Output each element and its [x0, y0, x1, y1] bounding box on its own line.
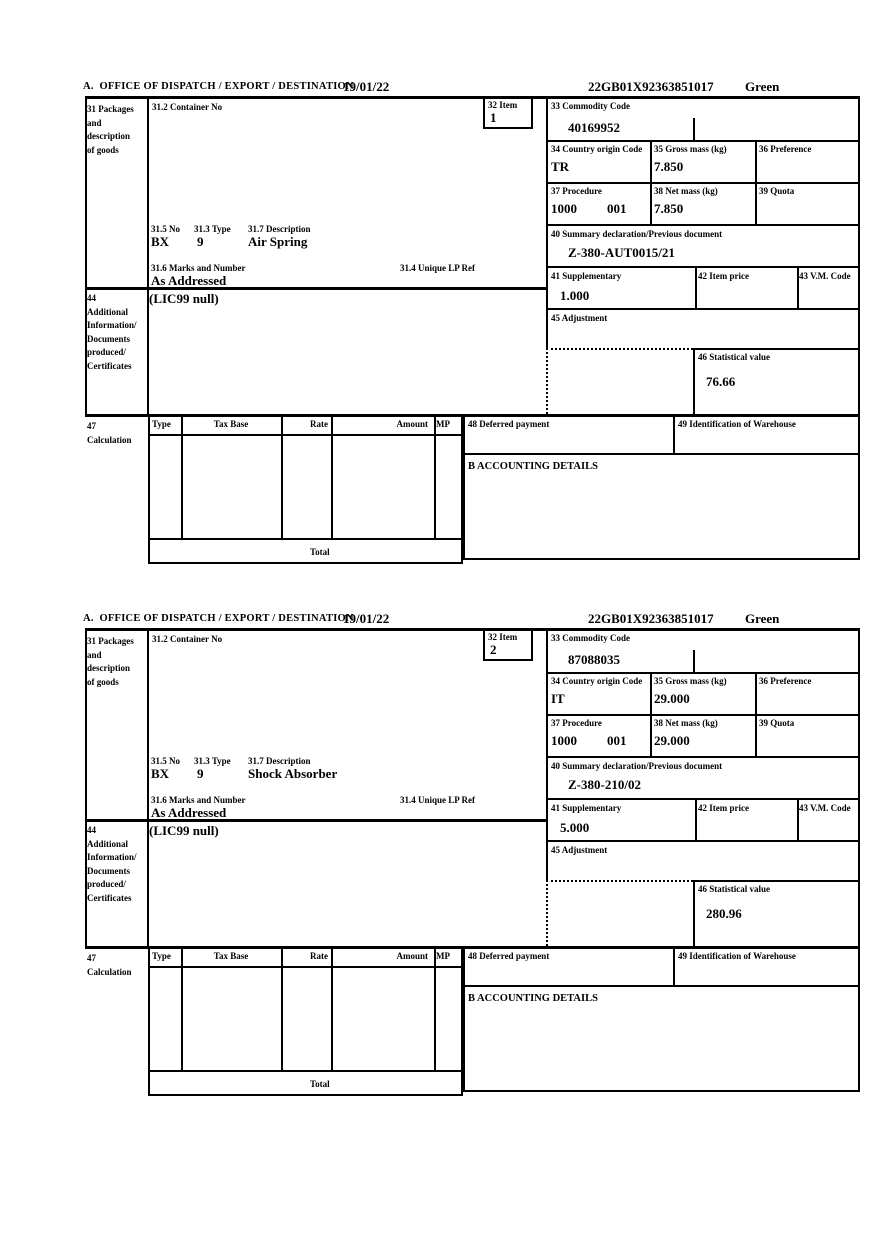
deferred-payment-label: 48 Deferred payment — [468, 951, 550, 961]
warehouse-id-label: 49 Identification of Warehouse — [678, 951, 796, 961]
grid-line — [546, 672, 860, 674]
grid-line — [755, 140, 757, 226]
grid-line — [650, 672, 652, 758]
grid-line — [546, 140, 860, 142]
preference-label: 36 Preference — [759, 144, 812, 154]
grid-line — [546, 308, 860, 310]
grid-line — [147, 628, 149, 949]
packages-type-value: 9 — [197, 766, 204, 781]
commodity-code-tick — [693, 650, 695, 674]
vm-code-label: 43 V.M. Code — [799, 271, 851, 281]
grid-line — [148, 434, 463, 436]
procedure-value: 1000 — [551, 733, 577, 748]
accounting-details-label: B ACCOUNTING DETAILS — [468, 993, 598, 1004]
grid-line — [181, 414, 183, 538]
amount-header: Amount — [396, 419, 428, 429]
grid-line — [546, 756, 860, 758]
grid-line — [483, 628, 485, 661]
item-no-label: 32 Item — [488, 100, 518, 110]
routing-status: Green — [745, 79, 780, 94]
commodity-code-label: 33 Commodity Code — [551, 101, 630, 111]
grid-line — [148, 966, 463, 968]
tax-type-header: Type — [152, 419, 171, 429]
grid-line — [85, 96, 860, 99]
grid-line — [531, 96, 533, 129]
packages-no-label: 31.5 No — [151, 756, 180, 766]
grid-line — [463, 558, 860, 560]
grid-line — [85, 946, 860, 949]
grid-line — [858, 628, 860, 1092]
grid-line — [858, 96, 860, 560]
calculation-label: 47 Calculation — [87, 421, 132, 445]
grid-line — [148, 1094, 463, 1096]
statistical-value-label: 46 Statistical value — [698, 884, 770, 894]
routing-status: Green — [745, 611, 780, 626]
adjustment-label: 45 Adjustment — [551, 845, 608, 855]
entry-number: 22GB01X92363851017 — [588, 79, 714, 94]
dotted-grid-line — [546, 348, 548, 414]
commodity-code-value: 40169952 — [568, 120, 620, 135]
packages-type-value: 9 — [197, 234, 204, 249]
marks-and-number-label: 31.6 Marks and Number — [151, 263, 246, 273]
dotted-grid-line — [546, 348, 693, 350]
description-value: Shock Absorber — [248, 766, 338, 781]
marks-and-number-label: 31.6 Marks and Number — [151, 795, 246, 805]
declaration-item-section — [0, 610, 882, 1110]
previous-document-value: Z-380-210/02 — [568, 777, 641, 792]
marks-and-number-value: As Addressed — [151, 805, 227, 820]
gross-mass-value: 29.000 — [654, 691, 690, 706]
grid-line — [281, 414, 283, 538]
grid-line — [148, 562, 463, 564]
vm-code-label: 43 V.M. Code — [799, 803, 851, 813]
declaration-item-section — [0, 78, 882, 578]
entry-number: 22GB01X92363851017 — [588, 611, 714, 626]
previous-document-label: 40 Summary declaration/Previous document — [551, 761, 723, 771]
grid-line — [546, 714, 860, 716]
calculation-label: 47 Calculation — [87, 953, 132, 977]
grid-line — [695, 798, 697, 842]
grid-line — [483, 96, 485, 129]
supplementary-value: 5.000 — [560, 820, 590, 835]
additional-information-value: (LIC99 null) — [149, 823, 219, 838]
grid-line — [281, 946, 283, 1070]
net-mass-value: 7.850 — [654, 201, 684, 216]
office-of-dispatch-header: A. OFFICE OF DISPATCH / EXPORT / DESTINATION — [83, 613, 354, 624]
unique-lp-ref-label: 31.4 Unique LP Ref — [400, 795, 476, 805]
total-label: Total — [310, 547, 330, 557]
packages-type-label: 31.3 Type — [194, 224, 231, 234]
item-price-label: 42 Item price — [698, 271, 749, 281]
net-mass-label: 38 Net mass (kg) — [654, 186, 718, 196]
grid-line — [148, 1070, 463, 1072]
procedure-label: 37 Procedure — [551, 186, 602, 196]
grid-line — [148, 946, 150, 1094]
gross-mass-label: 35 Gross mass (kg) — [654, 676, 727, 686]
container-no-label: 31.2 Container No — [152, 634, 223, 644]
description-label: 31.7 Description — [248, 224, 311, 234]
grid-line — [148, 414, 150, 562]
quota-label: 39 Quota — [759, 186, 795, 196]
procedure-value: 1000 — [551, 201, 577, 216]
additional-information-label: 44 Additional Information/ Documents produced/ Certificates — [87, 825, 137, 903]
amount-header: Amount — [396, 951, 428, 961]
packages-no-label: 31.5 No — [151, 224, 180, 234]
item-no-label: 32 Item — [488, 632, 518, 642]
grid-line — [463, 985, 860, 987]
grid-line — [181, 946, 183, 1070]
grid-line — [463, 453, 860, 455]
grid-line — [546, 840, 860, 842]
marks-and-number-value: As Addressed — [151, 273, 227, 288]
previous-document-value: Z-380-AUT0015/21 — [568, 245, 675, 260]
warehouse-id-label: 49 Identification of Warehouse — [678, 419, 796, 429]
grid-line — [546, 96, 548, 348]
additional-information-value: (LIC99 null) — [149, 291, 219, 306]
commodity-code-label: 33 Commodity Code — [551, 633, 630, 643]
country-origin-value: IT — [551, 691, 565, 706]
total-label: Total — [310, 1079, 330, 1089]
additional-information-label: 44 Additional Information/ Documents produced/ Certificates — [87, 293, 137, 371]
description-value: Air Spring — [248, 234, 308, 249]
preference-label: 36 Preference — [759, 676, 812, 686]
country-origin-value: TR — [551, 159, 570, 174]
net-mass-label: 38 Net mass (kg) — [654, 718, 718, 728]
grid-line — [434, 946, 436, 1070]
grid-line — [463, 1090, 860, 1092]
grid-line — [463, 946, 465, 1090]
grid-line — [673, 414, 675, 453]
grid-line — [693, 880, 695, 946]
grid-line — [483, 659, 533, 661]
grid-line — [693, 348, 695, 414]
deferred-payment-label: 48 Deferred payment — [468, 419, 550, 429]
tax-base-header: Tax Base — [213, 419, 249, 429]
item-no-value: 1 — [490, 110, 497, 125]
item-price-label: 42 Item price — [698, 803, 749, 813]
grid-line — [463, 414, 465, 558]
accounting-details-label: B ACCOUNTING DETAILS — [468, 461, 598, 472]
grid-line — [331, 946, 333, 1070]
net-mass-value: 29.000 — [654, 733, 690, 748]
item-no-value: 2 — [490, 642, 497, 657]
procedure-suffix-value: 001 — [607, 733, 627, 748]
grid-line — [148, 538, 463, 540]
grid-line — [755, 672, 757, 758]
grid-line — [693, 880, 860, 882]
description-label: 31.7 Description — [248, 756, 311, 766]
procedure-label: 37 Procedure — [551, 718, 602, 728]
supplementary-value: 1.000 — [560, 288, 590, 303]
country-origin-label: 34 Country origin Code — [551, 144, 643, 154]
country-origin-label: 34 Country origin Code — [551, 676, 643, 686]
commodity-code-tick — [693, 118, 695, 142]
grid-line — [695, 266, 697, 310]
grid-line — [693, 348, 860, 350]
tax-base-header: Tax Base — [213, 951, 249, 961]
gross-mass-label: 35 Gross mass (kg) — [654, 144, 727, 154]
grid-line — [546, 628, 548, 880]
grid-line — [483, 127, 533, 129]
office-of-dispatch-header: A. OFFICE OF DISPATCH / EXPORT / DESTINATION — [83, 81, 354, 92]
packages-no-value: BX — [151, 234, 170, 249]
unique-lp-ref-label: 31.4 Unique LP Ref — [400, 263, 476, 273]
packages-description-label: 31 Packages and description of goods — [87, 636, 134, 687]
grid-line — [650, 140, 652, 226]
packages-no-value: BX — [151, 766, 170, 781]
grid-line — [331, 414, 333, 538]
grid-line — [434, 414, 436, 538]
grid-line — [531, 628, 533, 661]
grid-line — [546, 798, 860, 800]
dotted-grid-line — [546, 880, 548, 946]
mp-header: MP — [436, 419, 450, 429]
adjustment-label: 45 Adjustment — [551, 313, 608, 323]
procedure-suffix-value: 001 — [607, 201, 627, 216]
supplementary-label: 41 Supplementary — [551, 803, 622, 813]
statistical-value-value: 76.66 — [706, 374, 736, 389]
packages-description-label: 31 Packages and description of goods — [87, 104, 134, 155]
dispatch-date: 19/01/22 — [343, 79, 390, 94]
rate-header: Rate — [310, 951, 328, 961]
dotted-grid-line — [546, 880, 693, 882]
grid-line — [85, 414, 860, 417]
statistical-value-label: 46 Statistical value — [698, 352, 770, 362]
grid-line — [546, 182, 860, 184]
quota-label: 39 Quota — [759, 718, 795, 728]
grid-line — [85, 628, 860, 631]
mp-header: MP — [436, 951, 450, 961]
rate-header: Rate — [310, 419, 328, 429]
previous-document-label: 40 Summary declaration/Previous document — [551, 229, 723, 239]
grid-line — [546, 224, 860, 226]
grid-line — [673, 946, 675, 985]
container-no-label: 31.2 Container No — [152, 102, 223, 112]
tax-type-header: Type — [152, 951, 171, 961]
statistical-value-value: 280.96 — [706, 906, 742, 921]
gross-mass-value: 7.850 — [654, 159, 684, 174]
commodity-code-value: 87088035 — [568, 652, 620, 667]
grid-line — [546, 266, 860, 268]
packages-type-label: 31.3 Type — [194, 756, 231, 766]
supplementary-label: 41 Supplementary — [551, 271, 622, 281]
grid-line — [147, 96, 149, 417]
dispatch-date: 19/01/22 — [343, 611, 390, 626]
